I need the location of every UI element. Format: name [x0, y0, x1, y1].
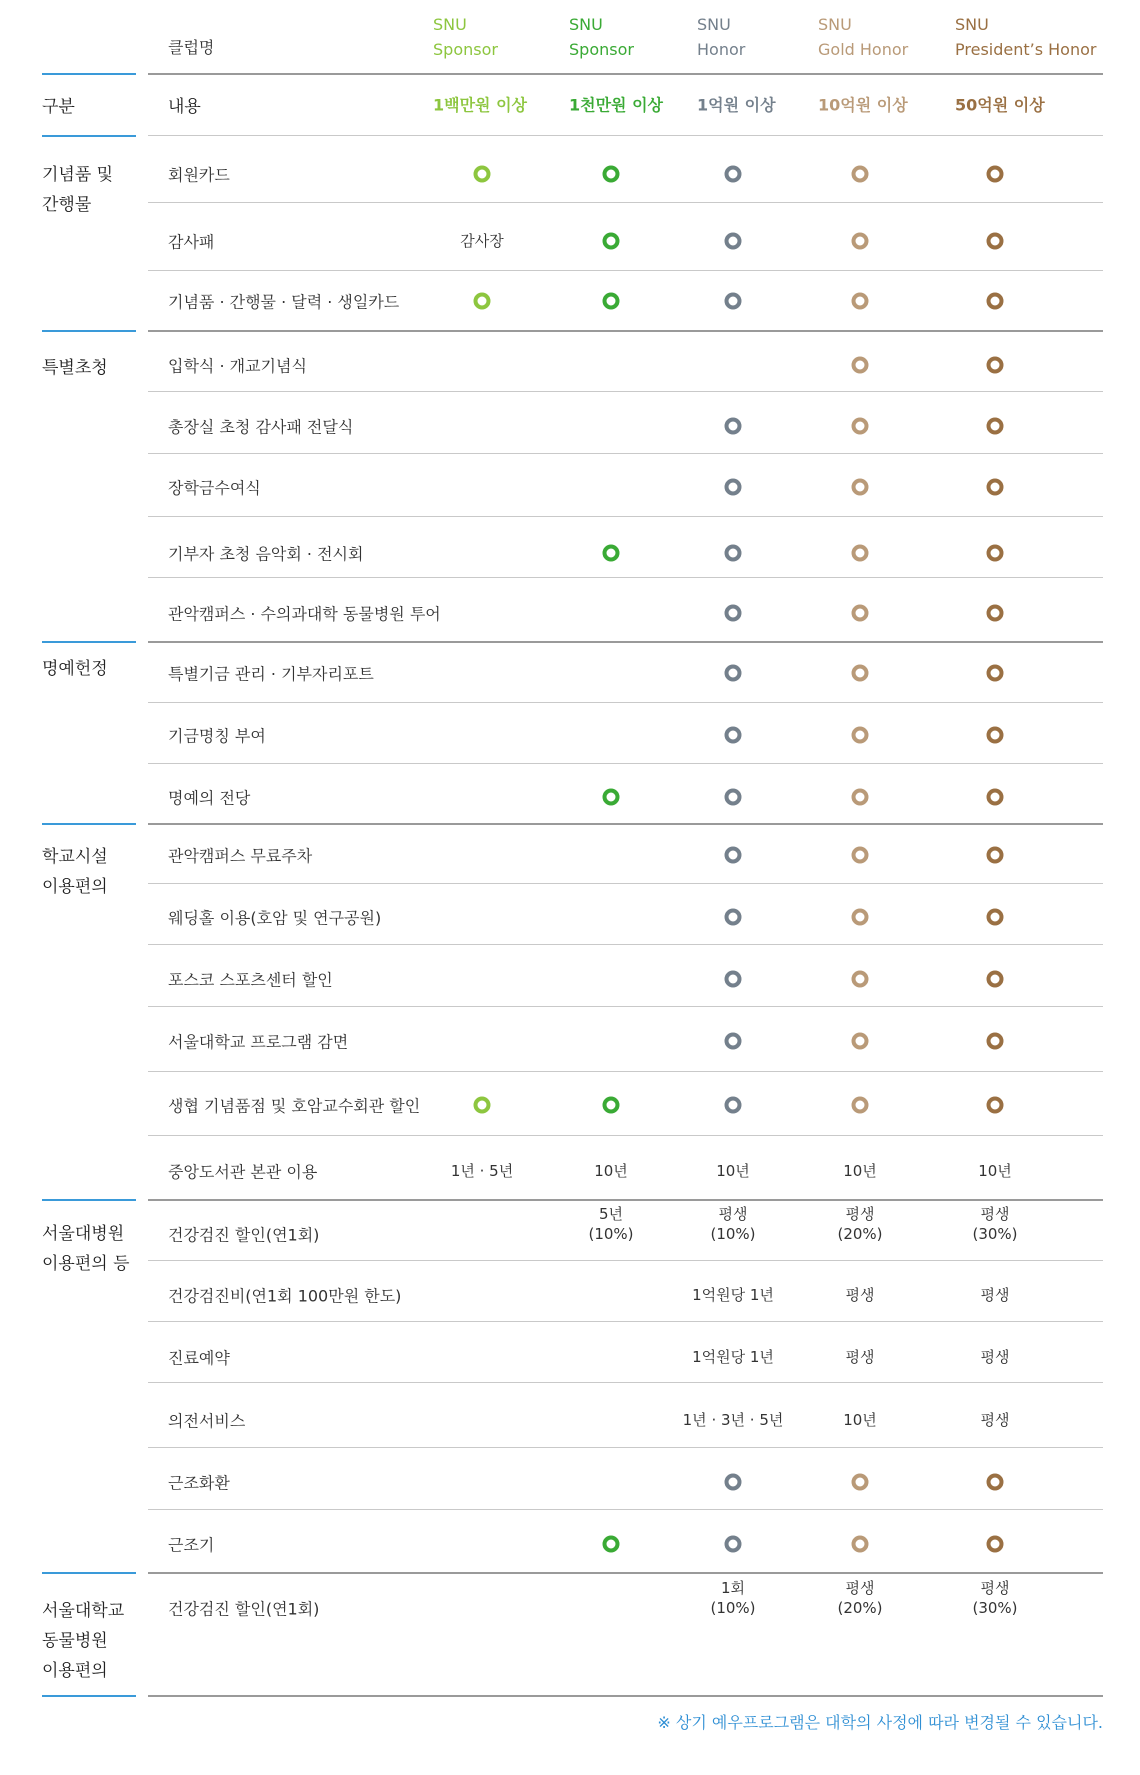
row-divider — [148, 202, 1103, 203]
benefit-label: 명예의 전당 — [168, 788, 251, 808]
category-divider — [42, 1695, 136, 1697]
tier-4-value — [837, 1204, 882, 1244]
tier-4-included-dot — [852, 847, 869, 864]
category-label-line: 이용편의 — [42, 1661, 108, 1681]
tier-5-included-dot — [987, 1536, 1004, 1553]
row-divider — [148, 702, 1103, 703]
category-divider — [42, 641, 136, 643]
tier-5-included-dot — [987, 357, 1004, 374]
category-label-line: 학교시설 — [42, 847, 108, 867]
benefit-label: 근조기 — [168, 1535, 215, 1555]
benefit-label: 진료예약 — [168, 1348, 230, 1368]
value-line: (30%) — [972, 1225, 1018, 1243]
tier-2-included-dot — [603, 1097, 620, 1114]
category-label — [42, 842, 108, 902]
tier-5-included-dot — [987, 418, 1004, 435]
tier-4-value — [843, 1161, 877, 1181]
tier-1-value — [451, 1161, 513, 1181]
row-divider — [148, 330, 1103, 332]
tier-5-value — [981, 1285, 1010, 1305]
row-divider — [148, 73, 1103, 75]
tier-5-value — [978, 1161, 1012, 1181]
tier-5-included-dot — [987, 605, 1004, 622]
benefit-label: 근조화환 — [168, 1473, 230, 1493]
tier-4-included-dot — [852, 1033, 869, 1050]
category-label-line: 이용편의 등 — [42, 1254, 130, 1274]
benefit-label: 건강검진 할인(연1회) — [168, 1225, 320, 1245]
benefit-label: 의전서비스 — [168, 1411, 246, 1431]
tier-4-included-dot — [852, 1536, 869, 1553]
tier-4-included-dot — [852, 418, 869, 435]
category-label-line: 서울대병원 — [42, 1224, 125, 1244]
tier-1-included-dot — [474, 166, 491, 183]
tier-3-included-dot — [725, 545, 742, 562]
tier-header-2 — [569, 12, 634, 62]
row-divider — [148, 823, 1103, 825]
value-line: 10년 — [594, 1162, 628, 1180]
footnote: ※ 상기 예우프로그램은 대학의 사정에 따라 변경될 수 있습니다. — [657, 1713, 1103, 1732]
content-header: 내용 — [168, 97, 201, 117]
tier-5-value — [981, 1410, 1010, 1430]
category-label — [42, 160, 113, 220]
row-divider — [148, 1260, 1103, 1261]
tier-5-included-dot — [987, 909, 1004, 926]
value-line: 평생 — [845, 1348, 875, 1366]
tier-4-included-dot — [852, 293, 869, 310]
tier-5-included-dot — [987, 293, 1004, 310]
value-line: (10%) — [588, 1225, 634, 1243]
category-label-line: 명예헌정 — [42, 659, 108, 679]
tier-header-1 — [433, 12, 498, 62]
tier-3-included-dot — [725, 847, 742, 864]
tier-5-included-dot — [987, 166, 1004, 183]
value-line: 평생 — [980, 1286, 1010, 1304]
tier-name-line2: Sponsor — [433, 40, 498, 59]
tier-5-included-dot — [987, 727, 1004, 744]
tier-4-included-dot — [852, 166, 869, 183]
tier-name-line1: SNU — [697, 15, 731, 34]
tier-3-included-dot — [725, 605, 742, 622]
tier-2-included-dot — [603, 293, 620, 310]
row-divider — [148, 1695, 1103, 1697]
tier-5-included-dot — [987, 971, 1004, 988]
tier-5-value — [972, 1578, 1017, 1618]
tier-4-included-dot — [852, 909, 869, 926]
benefit-label: 장학금수여식 — [168, 478, 261, 498]
value-line: 1억원당 1년 — [692, 1348, 774, 1366]
category-divider — [42, 1199, 136, 1201]
row-divider — [148, 135, 1103, 136]
tier-5-value — [981, 1347, 1010, 1367]
tier-5-included-dot — [987, 665, 1004, 682]
tier-2-included-dot — [603, 233, 620, 250]
benefit-label: 총장실 초청 감사패 전달식 — [168, 417, 354, 437]
tier-name-line2: Honor — [697, 40, 746, 59]
tier-name-line2: Sponsor — [569, 40, 634, 59]
tier-5-included-dot — [987, 1033, 1004, 1050]
tier-5-included-dot — [987, 789, 1004, 806]
value-line: 10년 — [716, 1162, 750, 1180]
tier-3-value — [710, 1578, 755, 1618]
category-divider — [42, 73, 136, 75]
category-label-line: 동물병원 — [42, 1631, 108, 1651]
benefit-label: 기금명칭 부여 — [168, 726, 266, 746]
category-label — [42, 353, 108, 383]
tier-4-value — [843, 1410, 877, 1430]
tier-3-included-dot — [725, 1474, 742, 1491]
value-line: 평생 — [845, 1286, 875, 1304]
tier-4-included-dot — [852, 665, 869, 682]
tier-3-value — [692, 1285, 774, 1305]
tier-3-included-dot — [725, 789, 742, 806]
benefit-label: 중앙도서관 본관 이용 — [168, 1162, 318, 1182]
tier-header-3 — [697, 12, 745, 62]
row-divider — [148, 516, 1103, 517]
tier-name-line2: President’s Honor — [955, 40, 1097, 59]
tier-header-4 — [818, 12, 908, 62]
tier-3-included-dot — [725, 909, 742, 926]
row-divider — [148, 1321, 1103, 1322]
tier-header-5 — [955, 12, 1096, 62]
tier-4-included-dot — [852, 357, 869, 374]
tier-amount-5: 50억원 이상 — [955, 95, 1045, 115]
tier-name-line1: SNU — [818, 15, 852, 34]
tier-3-included-dot — [725, 665, 742, 682]
value-line: 1년 · 3년 · 5년 — [682, 1411, 784, 1429]
benefit-label: 포스코 스포츠센터 할인 — [168, 970, 333, 990]
tier-4-included-dot — [852, 479, 869, 496]
value-line: 평생 — [845, 1579, 875, 1597]
category-label — [42, 654, 108, 684]
value-line: 평생 — [980, 1579, 1010, 1597]
benefit-label: 생협 기념품점 및 호암교수회관 할인 — [168, 1096, 421, 1116]
tier-amount-2: 1천만원 이상 — [569, 95, 663, 115]
tier-amount-1: 1백만원 이상 — [433, 95, 527, 115]
value-line: 10년 — [843, 1411, 877, 1429]
benefit-label: 웨딩홀 이용(호암 및 연구공원) — [168, 908, 382, 928]
tier-4-included-dot — [852, 727, 869, 744]
tier-5-value — [972, 1204, 1017, 1244]
category-label-line: 서울대학교 — [42, 1601, 125, 1621]
tier-3-included-dot — [725, 727, 742, 744]
value-line: (20%) — [837, 1599, 883, 1617]
benefit-label: 회원카드 — [168, 165, 230, 185]
row-divider — [148, 1199, 1103, 1201]
tier-2-value — [588, 1204, 633, 1244]
tier-5-included-dot — [987, 479, 1004, 496]
tier-4-value — [837, 1578, 882, 1618]
category-label — [42, 1596, 124, 1686]
tier-2-included-dot — [603, 545, 620, 562]
tier-2-included-dot — [603, 166, 620, 183]
row-divider — [148, 1071, 1103, 1072]
benefit-label: 특별기금 관리 · 기부자리포트 — [168, 664, 374, 684]
tier-2-included-dot — [603, 789, 620, 806]
tier-name-line1: SNU — [569, 15, 603, 34]
tier-3-included-dot — [725, 971, 742, 988]
row-divider — [148, 391, 1103, 392]
tier-4-included-dot — [852, 545, 869, 562]
category-divider — [42, 135, 136, 137]
tier-1-value — [460, 231, 503, 251]
tier-4-included-dot — [852, 1097, 869, 1114]
tier-5-included-dot — [987, 1097, 1004, 1114]
row-divider — [148, 453, 1103, 454]
benefit-label: 관악캠퍼스 · 수의과대학 동물병원 투어 — [168, 604, 441, 624]
benefit-label: 건강검진비(연1회 100만원 한도) — [168, 1286, 402, 1306]
category-divider — [42, 330, 136, 332]
row-divider — [148, 577, 1103, 578]
benefit-label: 건강검진 할인(연1회) — [168, 1599, 320, 1619]
row-divider — [148, 1447, 1103, 1448]
tier-3-included-dot — [725, 418, 742, 435]
value-line: 평생 — [718, 1205, 748, 1223]
tier-3-included-dot — [725, 166, 742, 183]
value-line: (10%) — [710, 1225, 756, 1243]
benefit-label: 서울대학교 프로그램 감면 — [168, 1032, 349, 1052]
value-line: 1회 — [720, 1579, 746, 1597]
tier-3-included-dot — [725, 293, 742, 310]
category-header: 구분 — [42, 97, 75, 117]
value-line: 평생 — [980, 1348, 1010, 1366]
tier-1-included-dot — [474, 293, 491, 310]
tier-3-included-dot — [725, 1536, 742, 1553]
tier-4-included-dot — [852, 605, 869, 622]
category-divider — [42, 823, 136, 825]
row-divider — [148, 1382, 1103, 1383]
category-label-line: 특별초청 — [42, 358, 108, 378]
tier-3-value — [683, 1410, 784, 1430]
tier-name-line1: SNU — [955, 15, 989, 34]
tier-5-included-dot — [987, 847, 1004, 864]
tier-4-included-dot — [852, 233, 869, 250]
value-line: 1년 · 5년 — [450, 1162, 514, 1180]
tier-3-included-dot — [725, 1097, 742, 1114]
row-divider — [148, 1572, 1103, 1574]
row-divider — [148, 1509, 1103, 1510]
tier-3-value — [710, 1204, 755, 1244]
value-line: (20%) — [837, 1225, 883, 1243]
row-divider — [148, 1006, 1103, 1007]
tier-2-value — [594, 1161, 628, 1181]
tier-4-included-dot — [852, 1474, 869, 1491]
tier-amount-4: 10억원 이상 — [818, 95, 908, 115]
tier-5-included-dot — [987, 233, 1004, 250]
benefit-label: 관악캠퍼스 무료주차 — [168, 846, 313, 866]
row-divider — [148, 1135, 1103, 1136]
benefit-label: 기념품 · 간행물 · 달력 · 생일카드 — [168, 292, 400, 312]
tier-3-included-dot — [725, 479, 742, 496]
category-divider — [42, 1572, 136, 1574]
tier-name-line1: SNU — [433, 15, 467, 34]
category-label-line: 이용편의 — [42, 877, 108, 897]
tier-4-included-dot — [852, 971, 869, 988]
value-line: (30%) — [972, 1599, 1018, 1617]
tier-3-value — [692, 1347, 774, 1367]
tier-3-included-dot — [725, 233, 742, 250]
tier-4-value — [846, 1347, 875, 1367]
benefit-label: 기부자 초청 음악회 · 전시회 — [168, 544, 364, 564]
row-divider — [148, 944, 1103, 945]
value-line: 평생 — [980, 1205, 1010, 1223]
value-line: 감사장 — [460, 232, 504, 250]
tier-2-included-dot — [603, 1536, 620, 1553]
tier-amount-3: 1억원 이상 — [697, 95, 776, 115]
tier-3-value — [716, 1161, 750, 1181]
value-line: (10%) — [710, 1599, 756, 1617]
tier-3-included-dot — [725, 1033, 742, 1050]
value-line: 평생 — [845, 1205, 875, 1223]
value-line: 10년 — [843, 1162, 877, 1180]
category-label — [42, 1219, 130, 1279]
tier-1-included-dot — [474, 1097, 491, 1114]
category-label-line: 간행물 — [42, 195, 92, 215]
tier-5-included-dot — [987, 1474, 1004, 1491]
row-divider — [148, 883, 1103, 884]
benefit-label: 입학식 · 개교기념식 — [168, 356, 307, 376]
row-divider — [148, 641, 1103, 643]
value-line: 10년 — [978, 1162, 1012, 1180]
row-divider — [148, 270, 1103, 271]
tier-4-included-dot — [852, 789, 869, 806]
value-line: 평생 — [980, 1411, 1010, 1429]
value-line: 5년 — [598, 1205, 624, 1223]
value-line: 1억원당 1년 — [692, 1286, 774, 1304]
tier-4-value — [846, 1285, 875, 1305]
club-name-header: 클럽명 — [168, 38, 215, 57]
tier-5-included-dot — [987, 545, 1004, 562]
row-divider — [148, 763, 1103, 764]
category-label-line: 기념품 및 — [42, 165, 114, 185]
tier-name-line2: Gold Honor — [818, 40, 909, 59]
benefit-label: 감사패 — [168, 232, 215, 252]
